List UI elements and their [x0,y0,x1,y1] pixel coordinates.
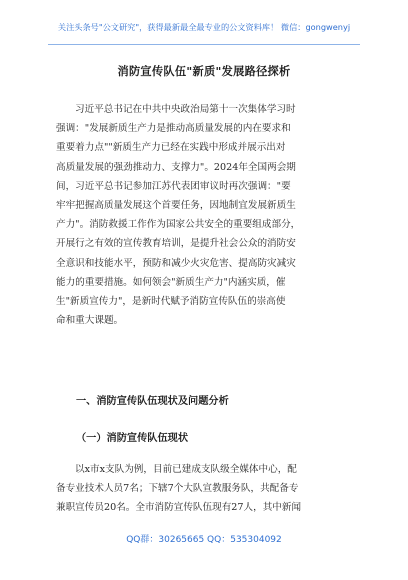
paragraph-line: 以x市x支队为例，目前已建成支队级全媒体中心，配 [75,464,297,475]
paragraph-line: 重要着力点""新质生产力已经在实践中形成并展示出对 [56,142,286,154]
paragraph-line: 产力"。消防救援工作作为国家公共安全的重要组成部分， [56,219,301,231]
section-paragraph [56,460,360,518]
paragraph-line: 强调："发展新质生产力是推动高质量发展的内在要求和 [56,123,291,135]
document-title: 消防宣传队伍"新质"发展路径探析 [117,64,291,78]
paragraph-line: 生"新质宣传力"，是新时代赋予消防宣传队伍的崇高使 [56,296,286,308]
paragraph-line: 能力的重要措施。如何领会"新质生产力"内涵实质，催 [56,276,286,288]
paragraph-line: 命和重大课题。 [56,315,124,327]
paragraph-line: 备专业技术人员7名；下辖7个大队宣教服务队，共配备专 [56,483,299,495]
header-banner: 关注头条号"公文研究"，获得最新最全最专业的公文资料库！ 微信：gongwenyj [57,22,351,32]
footer-banner: QQ群：30265665 QQ：535304092 [126,535,282,545]
section-heading: 一、消防宣传队伍现状及问题分析 [76,395,229,407]
paragraph-line: 习近平总书记在中共中央政治局第十一次集体学习时 [75,104,296,115]
paragraph-line: 高质量发展的强劲推动力、支撑力"。2024年全国两会期 [56,161,296,173]
paragraph-line: 开展行之有效的宣传教育培训，是提升社会公众的消防安 [56,238,296,250]
paragraph-line: 间，习近平总书记参加江苏代表团审议时再次强调："要 [56,180,291,192]
paragraph-line: 全意识和技能水平，预防和减少火灾危害、提高防灾减灾 [56,257,296,269]
intro-paragraph [56,100,360,330]
header-divider [48,44,360,45]
paragraph-line: 兼职宣传员20名。全市消防宣传队伍现有27人，其中新闻 [56,502,302,514]
paragraph-line: 牢牢把握高质量发展这个首要任务，因地制宜发展新质生 [56,200,296,212]
section-subheading: （一）消防宣传队伍现状 [76,432,189,444]
